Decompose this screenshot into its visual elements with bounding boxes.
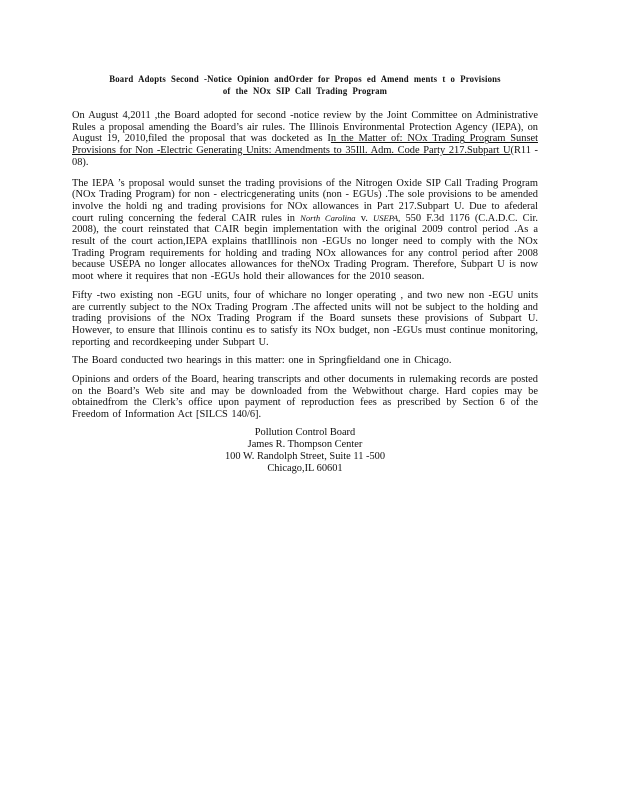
- case-name-usepa: USEPA,: [373, 212, 401, 223]
- paragraph-adoption: [72, 110, 538, 169]
- address-line-1: Pollution Control Board: [254, 426, 356, 438]
- paragraph-proposal: [72, 178, 538, 283]
- document-page: [72, 74, 538, 475]
- address-line-3: 100 W. Randolph Street, Suite 11 -500: [224, 450, 386, 462]
- paragraph-units: Fifty -two existing non -EGU units, four of whichare no longer operating , and two new non -EGU units are currently subject to the NOx Trading Program .The affected units will not be subject to the holding and trading provisions of the NOx Trading Program if the Board sunsets these provisions of Subpart U. However, to ensure that Illinois continu es to satisfy its NOx budget, non -EGUs must continue monitoring, reporting and recordkeeping under Subpart U.: [72, 289, 538, 348]
- docket-title: n the Matter of: NOx Trading Program Sunset Provisions for Non -Electric Generating Units: Amendments to 35Ill. Adm. Code Party 217.Subpart U: [72, 133, 538, 157]
- paragraph-adoption-text: On August 4,2011 ,the Board adopted for second -notice review by the Joint Committee on Administrative Rules a proposal amending the Board’s air rules. The Illinois Environmental Protection Agency (IEPA), on August 19, 2010,filed the proposal that was docketed as I: [72, 110, 538, 145]
- case-versus: v.: [355, 212, 374, 224]
- title-line-2: of the NOx SIP Call Trading Program: [222, 87, 388, 97]
- paragraph-proposal-text: The IEPA ’s proposal would sunset the trading provisions of the Nitrogen Oxide SIP Call Trading Program (NOx Trading Program) for non - electricgenerating units (non - EGUs) .The sole provisions to be amended involve the holdi ng and trading provisions for NOx allowances in Part 217.Subpart U. Due to afederal court ruling concerning the federal CAIR rules in: [72, 177, 538, 224]
- address-line-2: James R. Thompson Center: [247, 438, 363, 450]
- docket-number: (R11 - 08).: [72, 145, 539, 168]
- board-address: [72, 427, 538, 475]
- paragraph-proposal-text-rest: 550 F.3d 1176 (C.A.D.C. Cir. 2008), the court reinstated that CAIR begin implementation with the original 2009 control period .As a result of the court action,IEPA explains thatIllinois non -EGUs no longer need to comply with the NOx Trading Program requirements for holding and trading NOx allowances for any control period after 2008 because USEPA no longer allocates allowances for theNOx Trading Program. Therefore, Subpart U is now moot where it requires that non -EGUs hold their allowances for the 2010 season.: [72, 212, 538, 283]
- document-title: [91, 74, 520, 98]
- address-line-4: Chicago,IL 60601: [267, 462, 343, 474]
- case-name-north-carolina: North Carolina: [300, 212, 356, 223]
- paragraph-hearings: The Board conducted two hearings in this matter: one in Springfieldand one in Chicago.: [72, 355, 452, 367]
- paragraph-documents: Opinions and orders of the Board, hearing transcripts and other documents in rulemaking records are posted on the Board’s Web site and may be downloaded from the Webwithout charge. Hard copies may be obtainedfrom the Clerk’s office upon payment of reproduction fees as prescribed by Section 6 of the Freedom of Information Act [SILCS 140/6].: [72, 374, 538, 421]
- title-line-1: Board Adopts Second -Notice Opinion andOrder for Propos ed Amend ments t o Provisions: [109, 75, 501, 85]
